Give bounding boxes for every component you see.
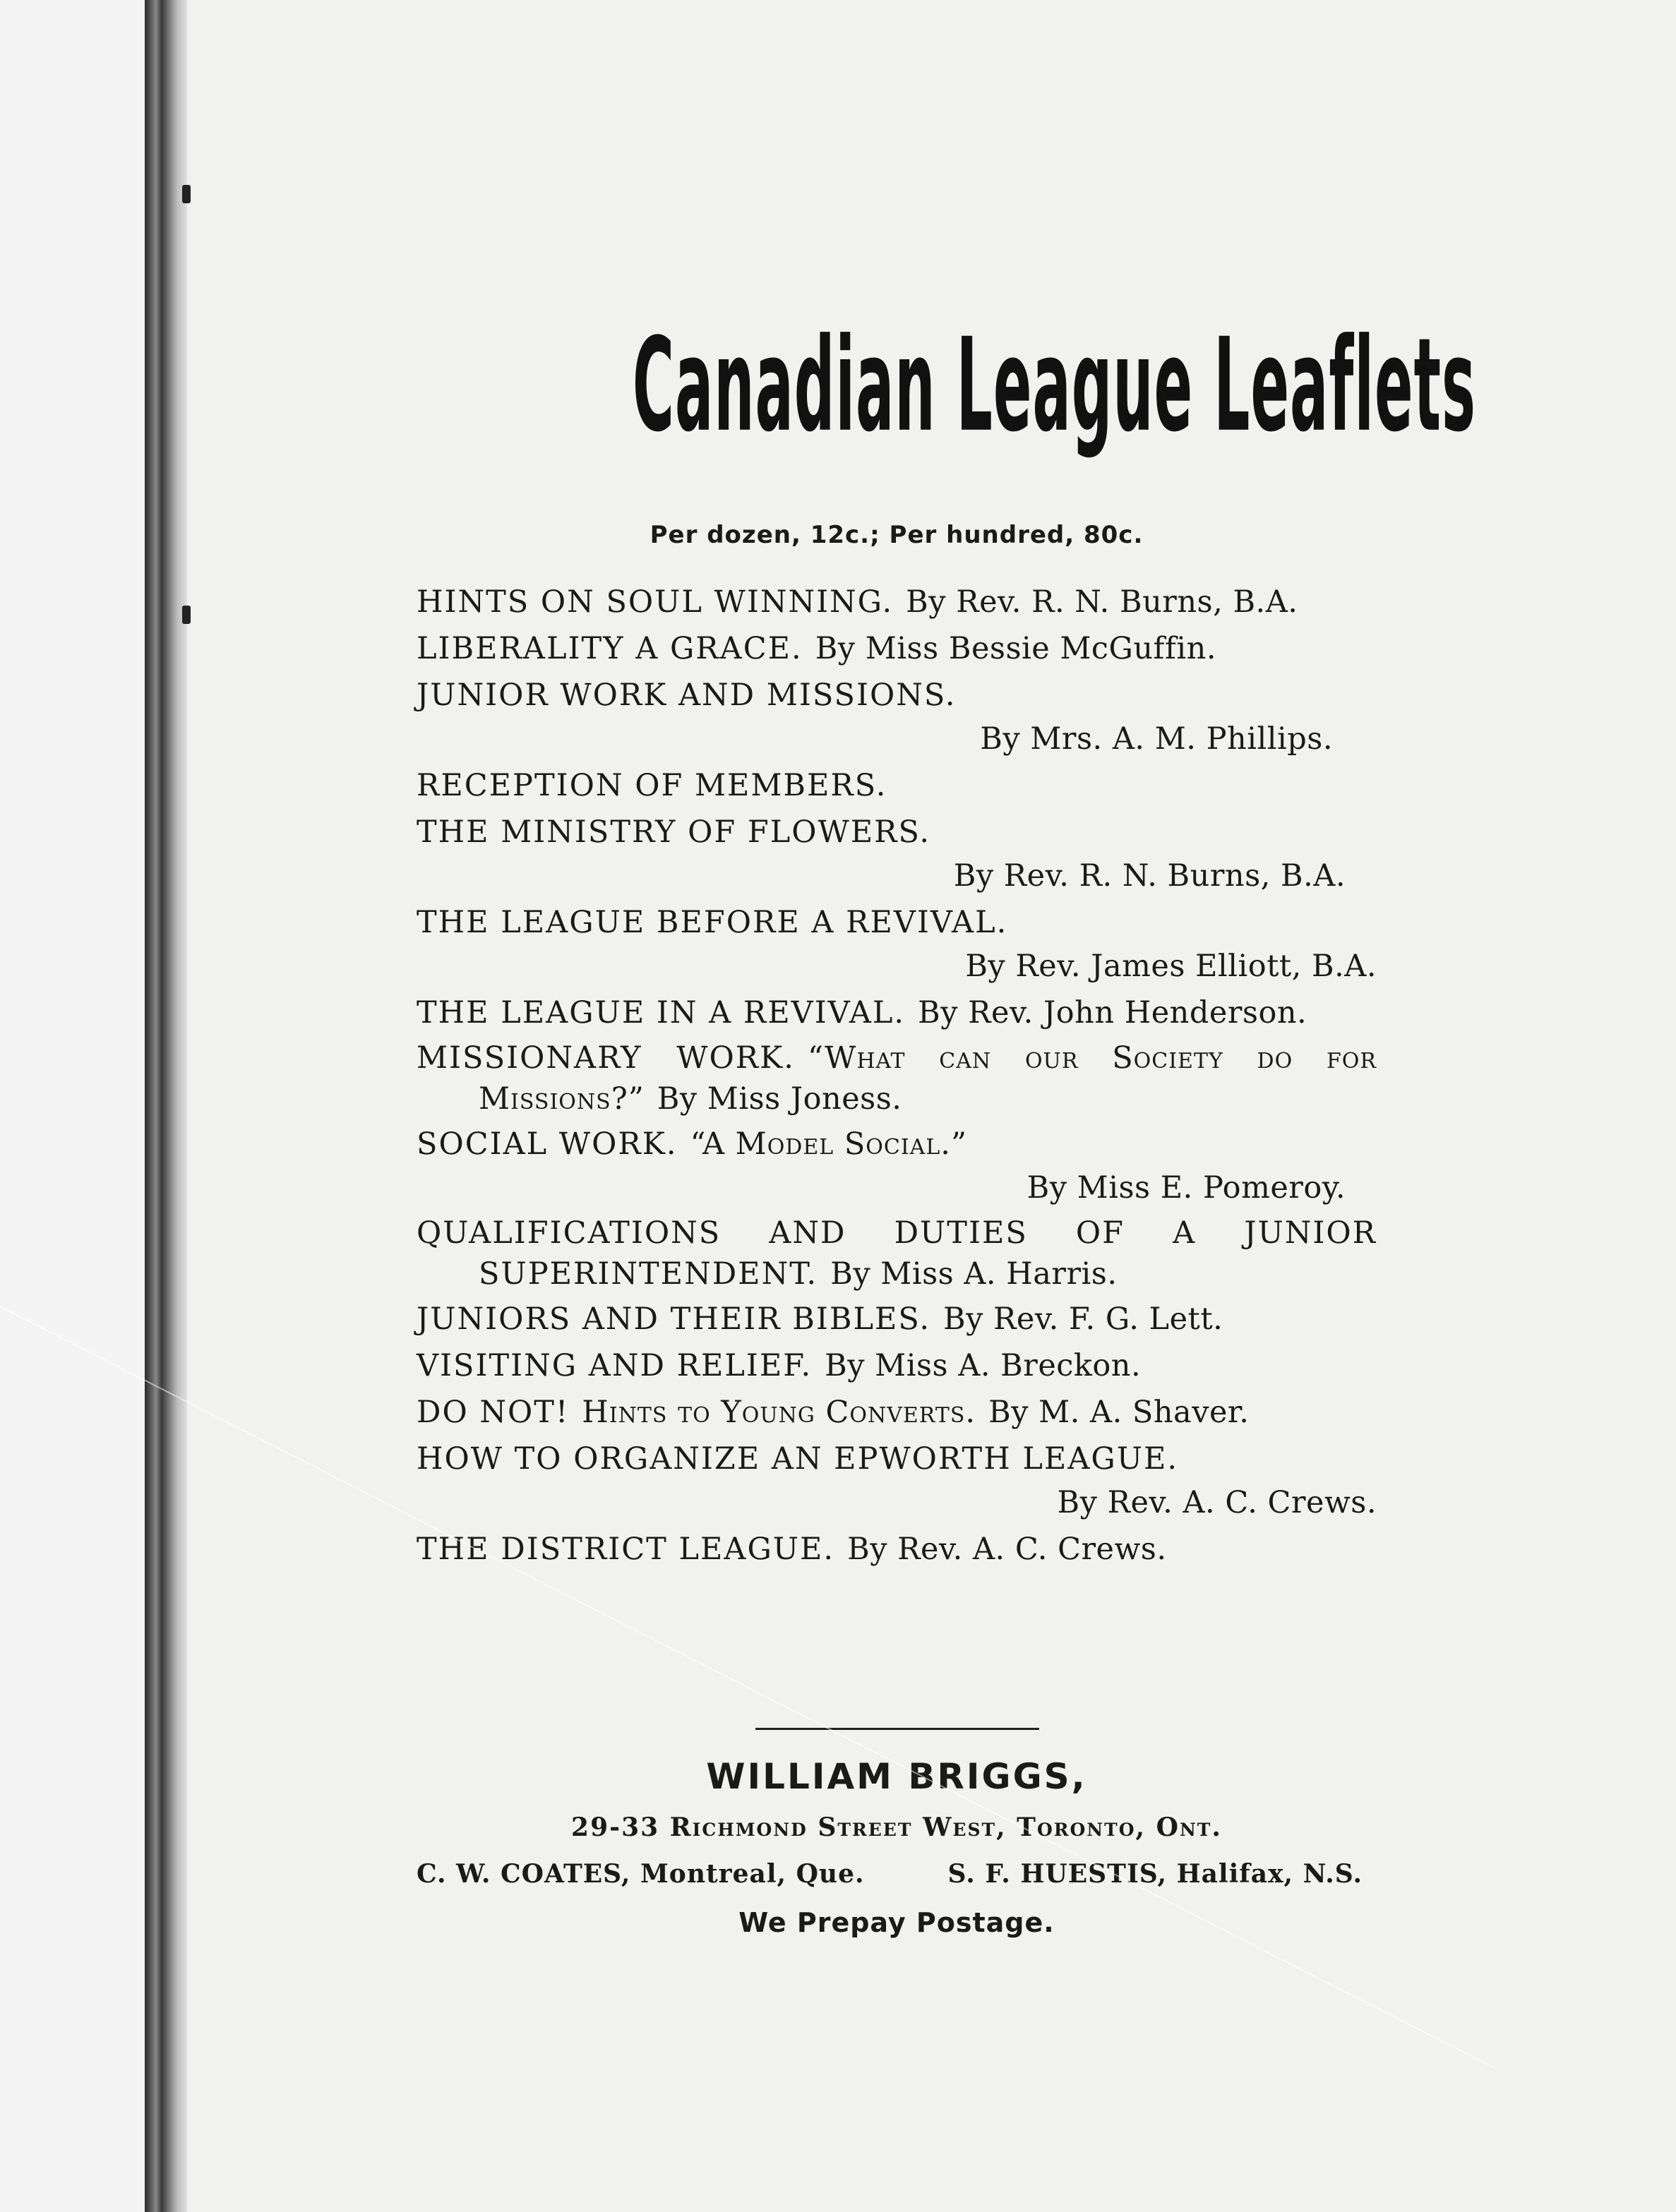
leaflet-subtitle: Hints to Young Converts. — [582, 1395, 976, 1430]
price-line: Per dozen, 12c.; Per hundred, 80c. — [650, 521, 1144, 549]
postage-note: We Prepay Postage. — [738, 1907, 1055, 1938]
leaflet-title: THE DISTRICT LEAGUE. — [417, 1532, 835, 1567]
list-item — [417, 1038, 1377, 1119]
agents-line — [417, 1859, 1377, 1889]
leaflet-author: By Rev. R. N. Burns, B.A. — [906, 584, 1298, 620]
leaflet-author: By Miss A. Harris. — [830, 1256, 1118, 1292]
list-item — [417, 991, 1377, 1035]
leaflet-author: By Miss E. Pomeroy. — [1026, 1170, 1346, 1206]
list-item — [417, 764, 1377, 807]
list-item — [417, 810, 1377, 898]
leaflet-author: By Rev. F. G. Lett. — [943, 1302, 1223, 1337]
divider — [755, 1728, 1039, 1730]
book-spine — [145, 0, 187, 2212]
leaflet-author: By Miss A. Breckon. — [825, 1348, 1142, 1383]
leaflet-author: By M. A. Shaver. — [988, 1395, 1250, 1430]
page-title: Canadian League Leaflets — [633, 311, 1476, 461]
list-item — [417, 673, 1377, 761]
agent-montreal: C. W. COATES, Montreal, Que. — [417, 1859, 865, 1889]
leaflet-title: DO NOT! — [417, 1395, 570, 1430]
list-item — [417, 627, 1377, 671]
left-margin — [0, 0, 145, 2212]
leaflet-title: THE MINISTRY OF FLOWERS. — [417, 815, 931, 850]
leaflet-title: THE LEAGUE BEFORE A REVIVAL. — [417, 905, 1008, 940]
spine-mark — [182, 185, 191, 203]
list-item — [417, 1527, 1377, 1571]
list-item — [417, 580, 1377, 624]
leaflet-author: By Rev. R. N. Burns, B.A. — [953, 858, 1346, 894]
leaflet-author: By Rev. John Henderson. — [918, 995, 1307, 1030]
leaflet-title: JUNIORS AND THEIR BIBLES. — [417, 1302, 930, 1337]
leaflet-title: JUNIOR WORK AND MISSIONS. — [417, 678, 957, 713]
leaflet-author: By Rev. A. C. Crews. — [1057, 1485, 1377, 1520]
leaflet-author: By Miss Joness. — [657, 1081, 902, 1117]
leaflet-title: MISSIONARY WORK. — [417, 1040, 795, 1076]
leaflet-title: SOCIAL WORK. — [417, 1126, 678, 1162]
agent-halifax: S. F. HUESTIS, Halifax, N.S. — [947, 1859, 1363, 1889]
leaflet-author: By Mrs. A. M. Phillips. — [980, 721, 1333, 757]
leaflet-list — [417, 580, 1377, 1574]
publisher-address: 29-33 Richmond Street West, Toronto, Ont. — [571, 1813, 1222, 1842]
publisher-name: WILLIAM BRIGGS, — [706, 1756, 1087, 1797]
list-item — [417, 1344, 1377, 1388]
leaflet-title: HINTS ON SOUL WINNING. — [417, 584, 894, 620]
leaflet-subtitle: “What can our Society do for Missions?” — [479, 1040, 1377, 1117]
leaflet-author: By Rev. A. C. Crews. — [847, 1532, 1167, 1567]
list-item — [417, 1213, 1377, 1294]
list-item — [417, 1122, 1377, 1210]
leaflet-author: By Rev. James Elliott, B.A. — [965, 949, 1377, 984]
list-item — [417, 1437, 1377, 1525]
list-item — [417, 901, 1377, 988]
list-item — [417, 1297, 1377, 1341]
leaflet-subtitle: “A Model Social.” — [690, 1126, 967, 1162]
spine-mark — [182, 606, 191, 624]
leaflet-title: HOW TO ORGANIZE AN EPWORTH LEAGUE. — [417, 1441, 1179, 1477]
leaflet-title: THE LEAGUE IN A REVIVAL. — [417, 995, 906, 1030]
leaflet-title: LIBERALITY A GRACE. — [417, 631, 803, 666]
leaflet-title: VISITING AND RELIEF. — [417, 1348, 813, 1383]
list-item — [417, 1390, 1377, 1434]
leaflet-title: RECEPTION OF MEMBERS. — [417, 768, 887, 803]
leaflet-author: By Miss Bessie McGuffin. — [815, 631, 1216, 666]
advertisement-content — [417, 0, 1476, 2212]
leaflet-title: QUALIFICATIONS AND DUTIES OF A JUNIOR SUPERINTENDENT. — [417, 1215, 1377, 1292]
